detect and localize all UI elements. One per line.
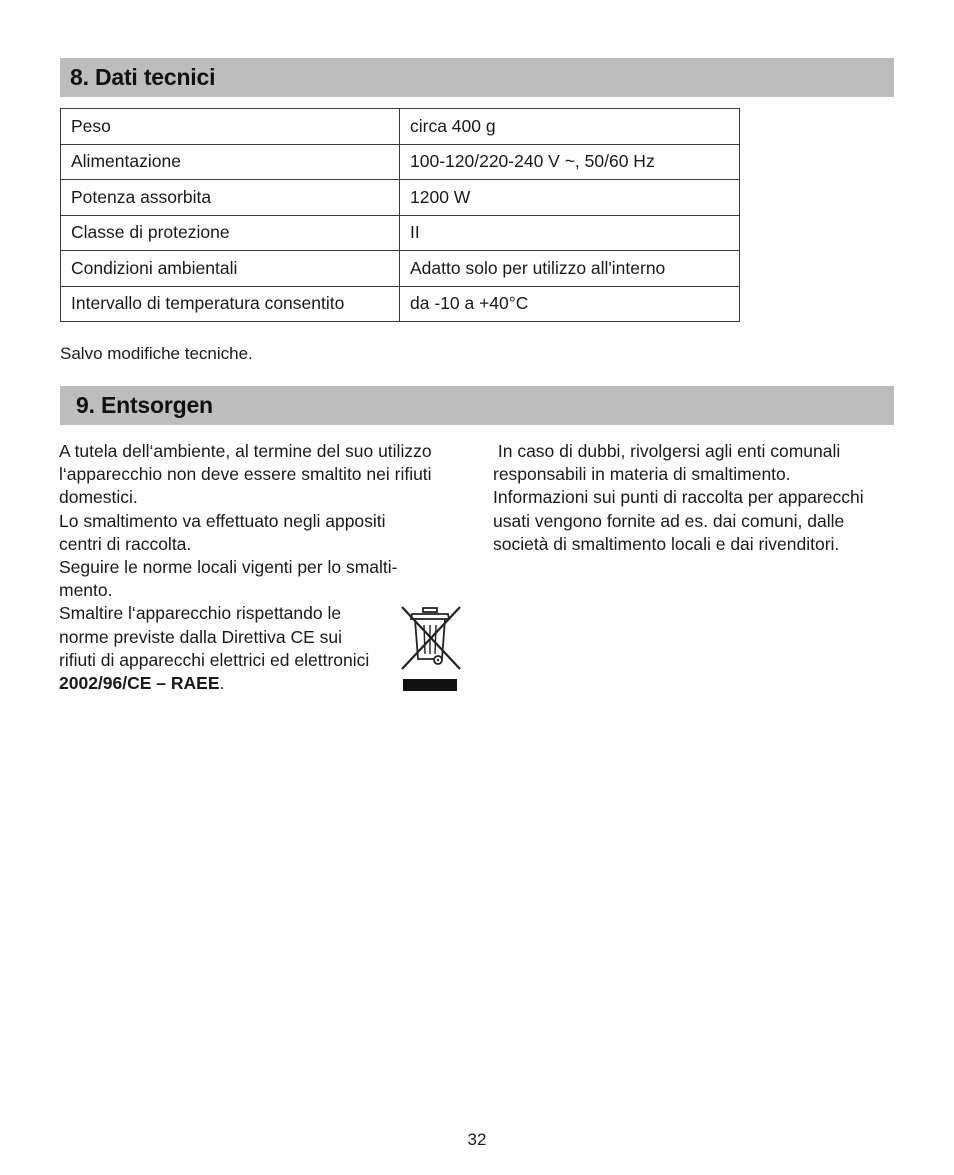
spec-value: 1200 W	[400, 180, 740, 216]
spec-label: Potenza assorbita	[61, 180, 400, 216]
text-line: domestici.	[59, 487, 138, 508]
spec-label: Peso	[61, 109, 400, 145]
spec-label: Intervallo di temperatura consentito	[61, 286, 400, 322]
page-number: 32	[467, 1130, 487, 1149]
technical-data-table	[60, 108, 740, 322]
table-row	[61, 180, 740, 216]
text-line: centri di raccolta.	[59, 533, 192, 554]
spec-value: da -10 a +40°C	[400, 286, 740, 322]
text-line: norme previste dalla Direttiva CE sui	[59, 626, 343, 647]
text-line: Informazioni sui punti di raccolta per apparecchi	[493, 487, 864, 508]
directive-reference: 2002/96/CE – RAEE	[59, 673, 220, 694]
section-9-header	[60, 386, 894, 425]
spec-value: circa 400 g	[400, 109, 740, 145]
text-line: A tutela dell‘ambiente, al termine del suo utilizzo	[59, 441, 432, 461]
section-8-title: 8. Dati tecnici	[70, 64, 216, 90]
spec-value: Adatto solo per utilizzo all'interno	[400, 251, 740, 287]
technical-changes-note: Salvo modifiche tecniche.	[60, 344, 253, 363]
table-row	[61, 144, 740, 180]
text-line: In caso di dubbi, rivolgersi agli enti comunali	[493, 441, 841, 461]
table-row	[61, 251, 740, 287]
spec-value: II	[400, 215, 740, 251]
text-line: Seguire le norme locali vigenti per lo smalti-	[59, 557, 398, 578]
text-line: Smaltire l‘apparecchio rispettando le	[59, 603, 342, 624]
spec-label: Alimentazione	[61, 144, 400, 180]
spec-label: Classe di protezione	[61, 215, 400, 251]
spec-label: Condizioni ambientali	[61, 251, 400, 287]
text-line: società di smaltimento locali e dai rivenditori.	[493, 533, 840, 554]
text-line: mento.	[59, 580, 113, 601]
section-9-title: 9. Entsorgen	[76, 392, 213, 418]
text-line: l‘apparecchio non deve essere smaltito nei rifiuti	[59, 464, 432, 485]
text-line: usati vengono fornite ad es. dai comuni, dalle	[493, 510, 845, 531]
directive-suffix: .	[219, 673, 225, 694]
table-row	[61, 215, 740, 251]
text-line: rifiuti di apparecchi elettrici ed elettronici	[59, 649, 370, 670]
table-row	[61, 286, 740, 322]
text-line: responsabili in materia di smaltimento.	[493, 464, 791, 485]
section-8-header	[60, 58, 894, 97]
crossed-out-wheelie-bin-icon	[398, 603, 464, 691]
text-line: Lo smaltimento va effettuato negli appositi	[59, 510, 386, 531]
spec-value: 100-120/220-240 V ~, 50/60 Hz	[400, 144, 740, 180]
disposal-right-column	[493, 440, 903, 556]
table-row	[61, 109, 740, 145]
